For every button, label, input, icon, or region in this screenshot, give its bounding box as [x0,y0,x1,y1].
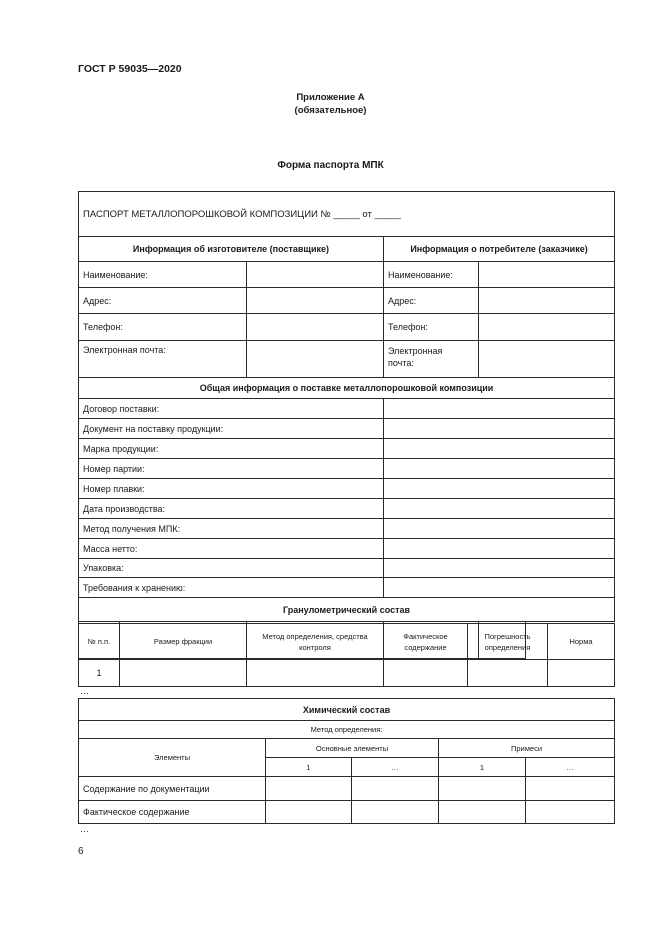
gran-col-actual-1: Фактическое [403,631,448,641]
supply-label: Номер плавки: [79,479,384,499]
consumer-email-text-2: почта: [388,358,414,368]
gran-col-fraction-size: Размер фракции [120,624,247,660]
supply-label: Требования к хранению: [79,578,384,598]
chemical-method: Метод определения: [79,721,615,739]
passport-table [78,191,615,659]
manufacturer-email-label [79,341,247,378]
consumer-name-label: Наименование: [384,262,479,288]
chemical-sub-col: 1 [266,758,352,777]
chemical-table [78,698,615,824]
passport-number-line: ПАСПОРТ МЕТАЛЛОПОРОШКОВОЙ КОМПОЗИЦИИ № _____ от _____ [79,192,615,237]
supply-label: Упаковка: [79,559,384,578]
continuation-ellipsis: … [80,824,89,834]
chemical-cell[interactable] [439,777,526,801]
manufacturer-name-value[interactable] [247,262,384,288]
gran-cell[interactable] [120,660,247,687]
supply-value[interactable] [384,479,615,499]
consumer-email-label [384,341,479,378]
chemical-cell[interactable] [439,801,526,824]
manufacturer-phone-value[interactable] [247,314,384,341]
supply-heading: Общая информация о поставке металлопорошковой композиции [79,378,615,399]
supply-label: Масса нетто: [79,539,384,559]
supply-label: Документ на поставку продукции: [79,419,384,439]
manufacturer-phone-label: Телефон: [79,314,247,341]
supply-value[interactable] [384,439,615,459]
granulometric-table [78,623,615,687]
form-title: Форма паспорта МПК [277,160,384,171]
supply-value[interactable] [384,578,615,598]
consumer-heading: Информация о потребителе (заказчике) [384,237,615,262]
consumer-email-value[interactable] [479,341,615,378]
supply-value[interactable] [384,419,615,439]
gran-cell[interactable] [548,660,615,687]
gran-col-error-2: определения [484,642,531,652]
chemical-sub-col: 1 [439,758,526,777]
manufacturer-name-label: Наименование: [79,262,247,288]
chemical-cell[interactable] [526,801,615,824]
supply-value[interactable] [384,399,615,419]
supply-label: Договор поставки: [79,399,384,419]
supply-label: Марка продукции: [79,439,384,459]
chemical-main-elements: Основные элементы [266,739,439,758]
gran-col-error-1: Погрешность [484,631,531,641]
chemical-cell[interactable] [526,777,615,801]
granulometric-heading: Гранулометрический состав [79,598,615,622]
appendix-status: (обязательное) [294,105,367,116]
supply-value[interactable] [384,519,615,539]
consumer-phone-label: Телефон: [384,314,479,341]
consumer-address-label: Адрес: [384,288,479,314]
page-number: 6 [78,846,84,857]
consumer-address-value[interactable] [479,288,615,314]
manufacturer-heading: Информация об изготовителе (поставщике) [79,237,384,262]
supply-value[interactable] [384,459,615,479]
chemical-heading: Химический состав [79,699,615,721]
gran-row-number: 1 [79,660,120,687]
supply-value[interactable] [384,559,615,578]
chemical-cell[interactable] [352,777,439,801]
gran-cell[interactable] [247,660,384,687]
gran-col-method-1: Метод определения, средства [262,631,368,641]
supply-label: Метод получения МПК: [79,519,384,539]
manufacturer-email-value[interactable] [247,341,384,378]
manufacturer-email-text: Электронная почта: [83,345,166,355]
gran-col-actual-2: содержание [404,642,447,652]
chemical-elements: Элементы [79,739,266,777]
chemical-doc-content-label: Содержание по документации [79,777,266,801]
chemical-actual-content-label: Фактическое содержание [79,801,266,824]
supply-value[interactable] [384,499,615,519]
consumer-phone-value[interactable] [479,314,615,341]
gran-cell[interactable] [468,660,548,687]
chemical-cell[interactable] [352,801,439,824]
continuation-ellipsis: … [80,686,89,696]
gran-col-number: № п.п. [79,624,120,660]
consumer-email-text-1: Электронная [388,346,443,356]
chemical-sub-col: … [352,758,439,777]
gran-cell[interactable] [384,660,468,687]
manufacturer-address-label: Адрес: [79,288,247,314]
gran-col-error [468,624,548,660]
supply-label: Номер партии: [79,459,384,479]
gran-col-method [247,624,384,660]
consumer-name-value[interactable] [479,262,615,288]
supply-value[interactable] [384,539,615,559]
manufacturer-address-value[interactable] [247,288,384,314]
gran-col-actual [384,624,468,660]
chemical-impurities: Примеси [439,739,615,758]
gran-col-method-2: контроля [299,642,331,652]
appendix-title: Приложение А [296,92,365,103]
chemical-cell[interactable] [266,777,352,801]
chemical-sub-col: … [526,758,615,777]
chemical-cell[interactable] [266,801,352,824]
standard-designation: ГОСТ Р 59035—2020 [78,63,182,75]
gran-col-norm: Норма [548,624,615,660]
supply-label: Дата производства: [79,499,384,519]
